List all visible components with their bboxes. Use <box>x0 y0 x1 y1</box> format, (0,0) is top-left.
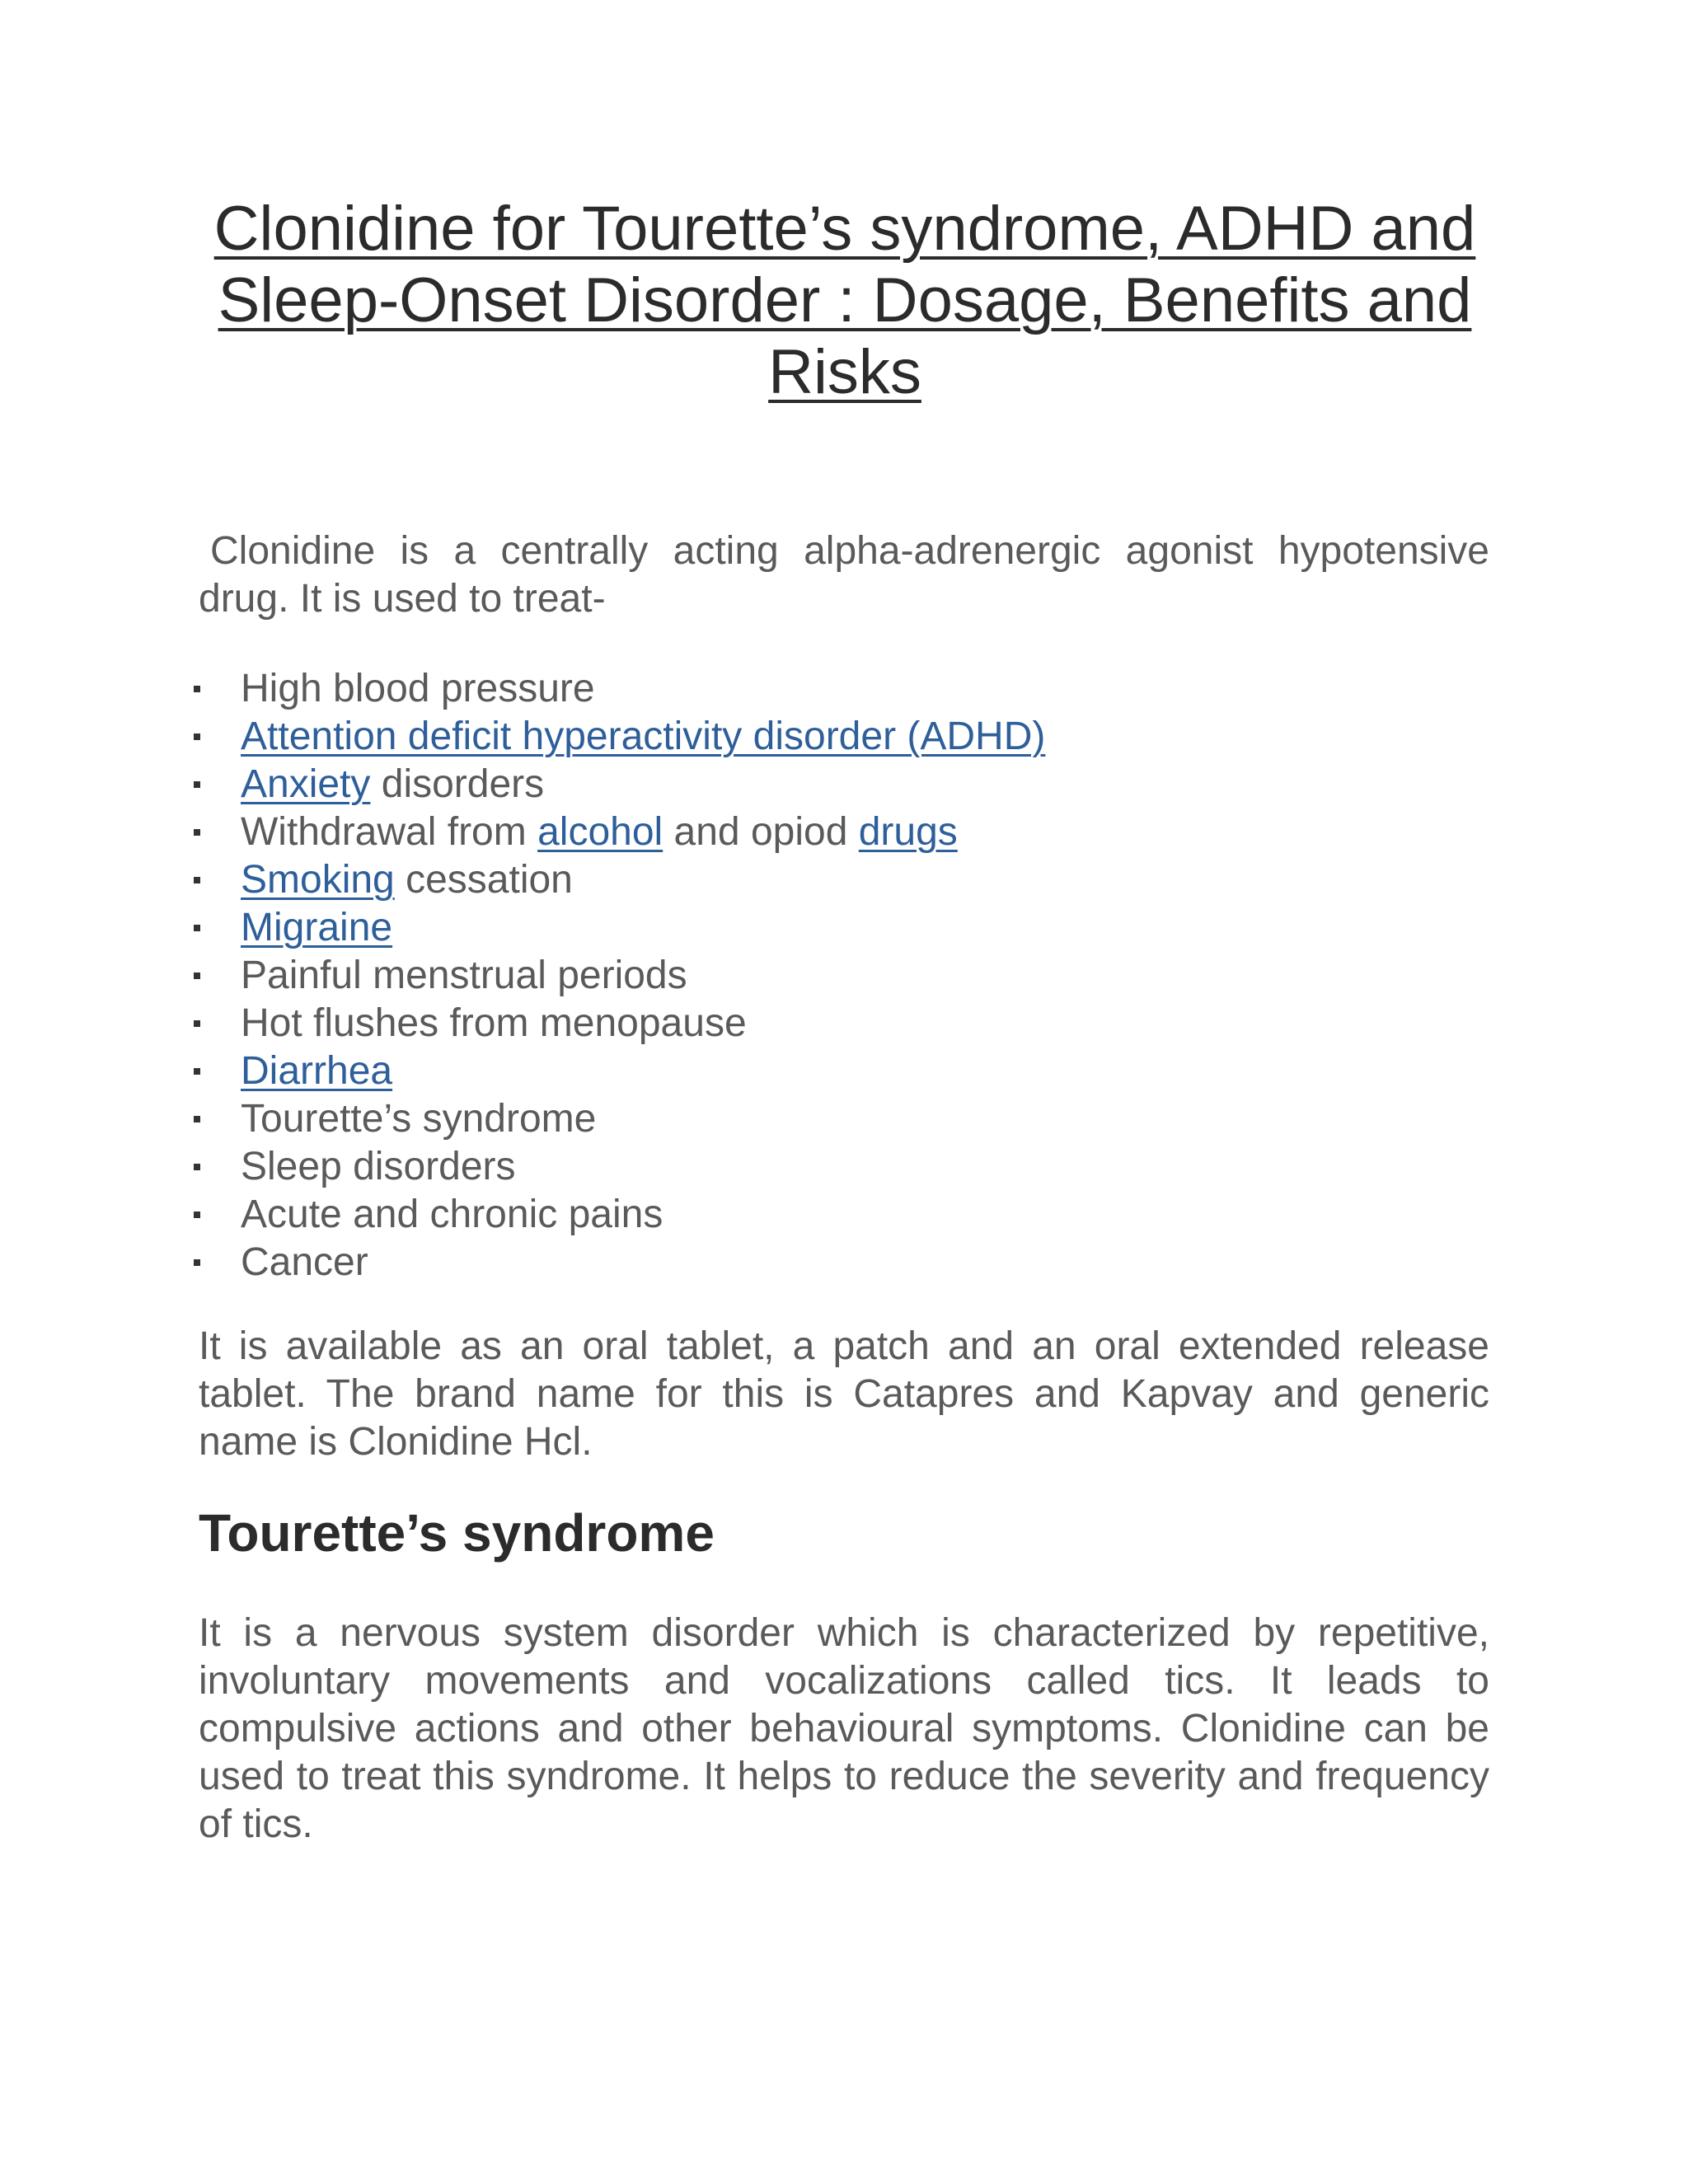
list-item: Smoking cessation <box>190 856 1045 904</box>
section-heading-tourette: Tourette’s syndrome <box>199 1503 715 1563</box>
bullet-icon <box>194 925 200 931</box>
list-item <box>190 904 1045 952</box>
intro-paragraph <box>199 527 1489 623</box>
alcohol-link[interactable]: alcohol <box>537 810 663 854</box>
bullet-icon <box>194 733 200 740</box>
adhd-link[interactable]: Attention deficit hyperactivity disorder (ADHD) <box>241 715 1046 758</box>
list-item: Acute and chronic pains <box>190 1191 1045 1239</box>
uses-list <box>190 665 1045 1286</box>
page-title: Clonidine for Tourette’s syndrome, ADHD and Sleep-Onset Disorder : Dosage, Benefits and Risks <box>213 194 1476 407</box>
list-item <box>190 713 1045 761</box>
bullet-icon <box>194 1116 200 1122</box>
list-item: Anxiety disorders <box>190 761 1045 808</box>
list-item: Painful menstrual periods <box>190 952 1045 1000</box>
anxiety-link[interactable]: Anxiety <box>241 762 371 806</box>
bullet-icon <box>194 1259 200 1266</box>
diarrhea-link[interactable]: Diarrhea <box>241 1049 393 1093</box>
tourette-paragraph: It is a nervous system disorder which is characterized by repetitive, involuntary movements and vocalizations called tics. It leads to compulsive actions and other behavioural symptoms. Clonidine can be used to treat this syndrome. It helps to reduce the severity and frequency of tics. <box>199 1611 1489 1846</box>
smoking-link[interactable]: Smoking <box>241 858 395 902</box>
availability-paragraph: It is available as an oral tablet, a patch and an oral extended release tablet. The brand name for this is Catapres and Kapvay and generic name is Clonidine Hcl. <box>199 1324 1489 1464</box>
list-item: High blood pressure <box>190 665 1045 713</box>
intro-text: Clonidine is a centrally acting alpha-adrenergic agonist hypotensive drug. It is used to treat- <box>199 529 1489 621</box>
bullet-icon <box>194 1212 200 1218</box>
bullet-icon <box>194 972 200 979</box>
bullet-icon <box>194 1020 200 1027</box>
bullet-icon <box>194 686 200 692</box>
list-item: Cancer <box>190 1239 1045 1286</box>
bullet-icon <box>194 1068 200 1075</box>
bullet-icon <box>194 829 200 836</box>
bullet-icon <box>194 781 200 788</box>
list-item: Hot flushes from menopause <box>190 1000 1045 1047</box>
list-item: Tourette’s syndrome <box>190 1095 1045 1143</box>
list-item <box>190 1047 1045 1095</box>
bullet-icon <box>194 877 200 883</box>
migraine-link[interactable]: Migraine <box>241 906 393 949</box>
list-item: Sleep disorders <box>190 1143 1045 1191</box>
list-item: Withdrawal from alcohol and opiod drugs <box>190 808 1045 856</box>
drugs-link[interactable]: drugs <box>858 810 958 854</box>
bullet-icon <box>194 1164 200 1170</box>
